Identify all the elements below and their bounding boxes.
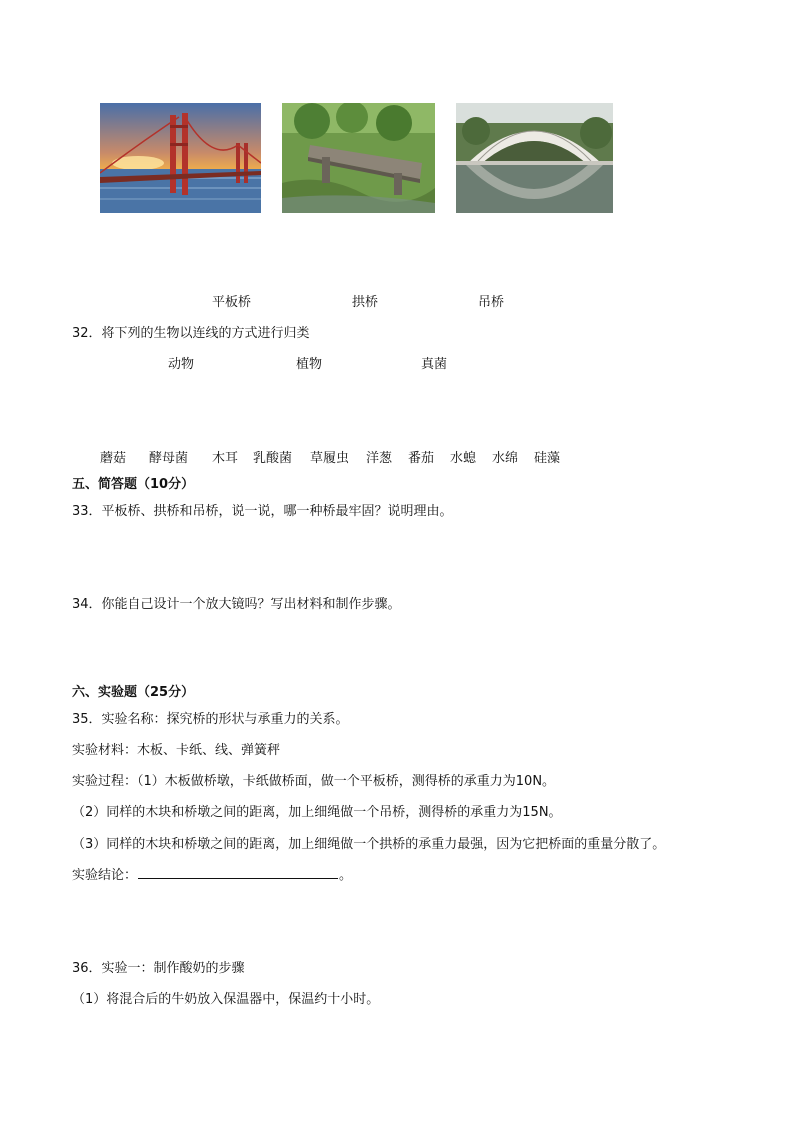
conclusion-label: 实验结论： [72, 868, 138, 883]
category-fungus: 真菌 [421, 357, 448, 372]
organism-item: 番茄 [408, 451, 435, 466]
question-35-process-3: （3）同样的木块和桥墩之间的距离，加上细绳做一个拱桥的承重力最强，因为它把桥面的重量分散了。 [72, 837, 666, 852]
question-32: 32．将下列的生物以连线的方式进行归类 [72, 326, 310, 341]
organism-item: 蘑菇 [100, 451, 127, 466]
question-35-conclusion [72, 864, 352, 883]
suspension-bridge-photo [100, 103, 261, 213]
category-plant: 植物 [296, 357, 323, 372]
question-34: 34．你能自己设计一个放大镜吗？写出材料和制作步骤。 [72, 597, 401, 612]
organism-item: 水绵 [492, 451, 519, 466]
organism-item: 水螅 [450, 451, 477, 466]
category-animal: 动物 [168, 357, 195, 372]
organism-item: 乳酸菌 [253, 451, 293, 466]
organism-item: 酵母菌 [149, 451, 189, 466]
arch-bridge-photo [456, 103, 613, 213]
section-5-title: 五、简答题（10分） [72, 477, 195, 492]
bridge-label-suspension: 吊桥 [478, 295, 505, 310]
question-35-materials: 实验材料：木板、卡纸、线、弹簧秤 [72, 743, 281, 758]
question-33: 33．平板桥、拱桥和吊桥，说一说，哪一种桥最牢固？说明理由。 [72, 504, 453, 519]
conclusion-answer-blank[interactable] [138, 866, 338, 879]
bridge-label-flat: 平板桥 [212, 295, 252, 310]
organism-item: 洋葱 [366, 451, 393, 466]
question-35-name: 35．实验名称：探究桥的形状与承重力的关系。 [72, 712, 349, 727]
question-35-process-2: （2）同样的木块和桥墩之间的距离，加上细绳做一个吊桥，测得桥的承重力为15N。 [72, 805, 562, 820]
organism-item: 草履虫 [310, 451, 350, 466]
question-36-step-1: （1）将混合后的牛奶放入保温器中，保温约十小时。 [72, 992, 380, 1007]
section-6-title: 六、实验题（25分） [72, 685, 195, 700]
question-36-title: 36．实验一：制作酸奶的步骤 [72, 961, 245, 976]
organism-item: 木耳 [212, 451, 239, 466]
conclusion-end: 。 [339, 868, 353, 883]
bridge-label-arch: 拱桥 [352, 295, 379, 310]
organism-item: 硅藻 [534, 451, 561, 466]
flat-slab-bridge-photo [282, 103, 435, 213]
question-35-process-1: 实验过程：（1）木板做桥墩，卡纸做桥面，做一个平板桥，测得桥的承重力为10N。 [72, 774, 556, 789]
